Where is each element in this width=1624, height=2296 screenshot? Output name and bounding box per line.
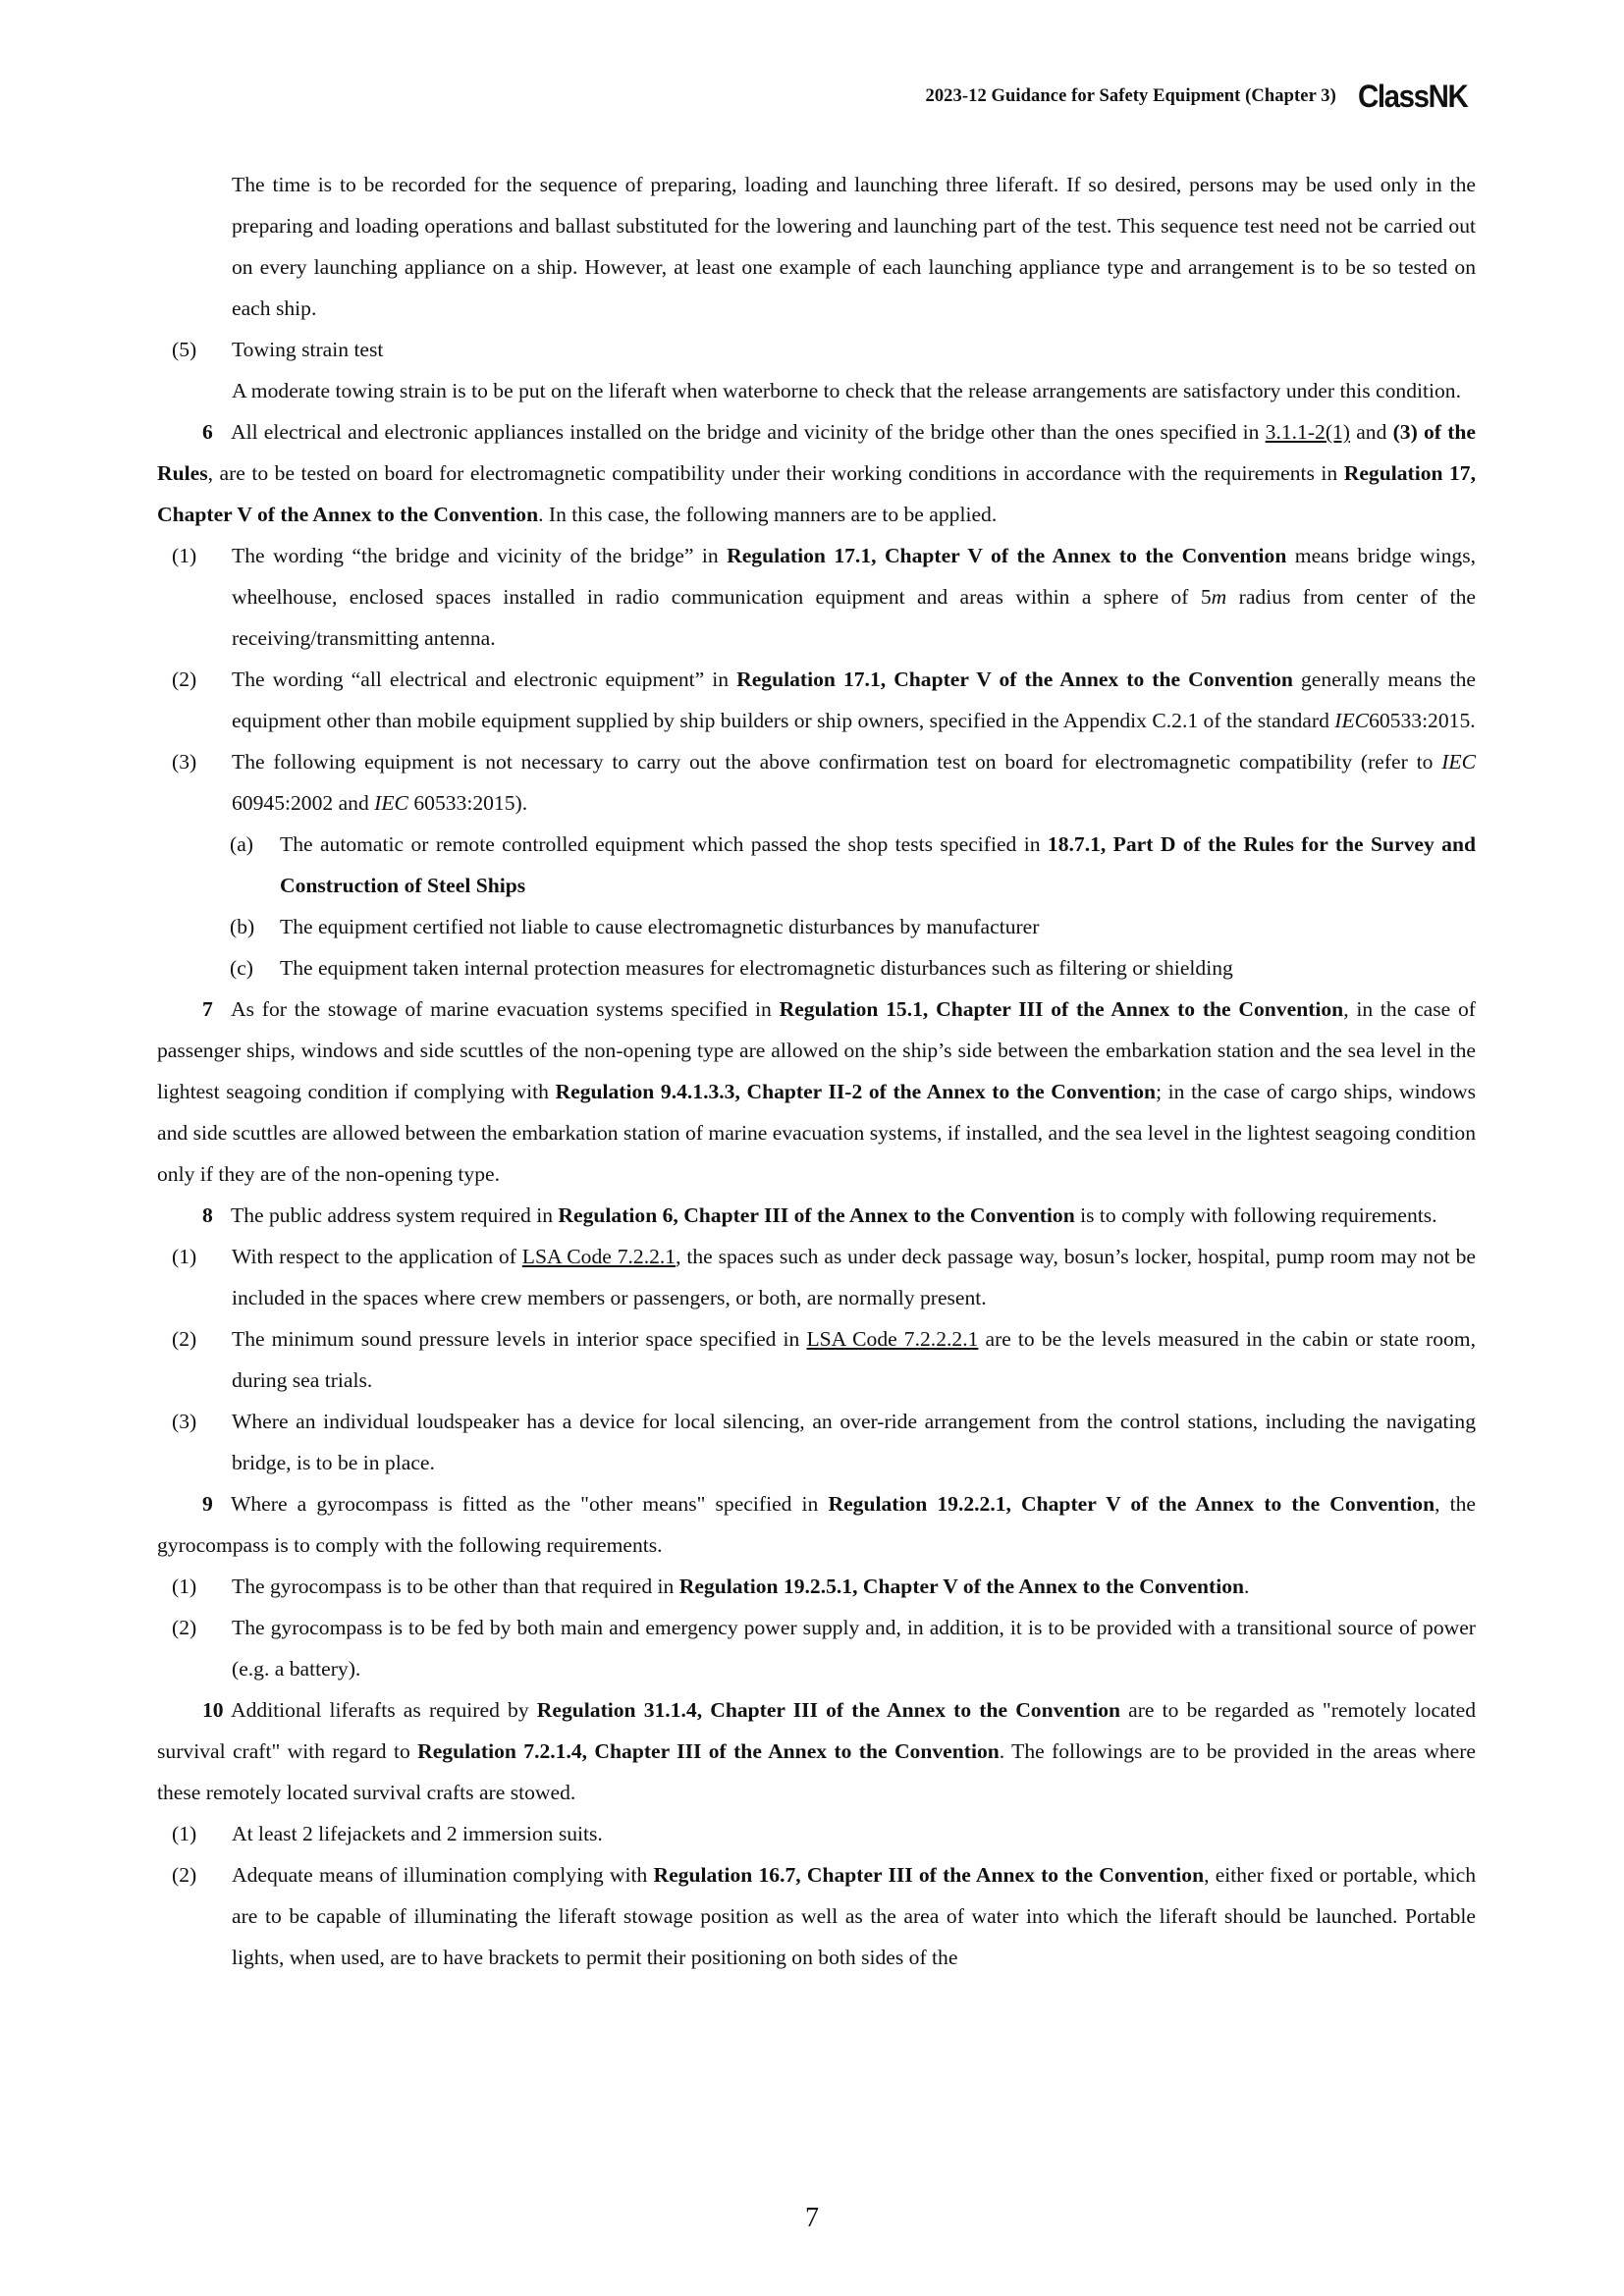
page-number: 7 [805, 2203, 819, 2233]
classnk-logo: ClassNK [1357, 79, 1468, 114]
list-item: (1) The wording “the bridge and vicinity of the bridge” in Regulation 17.1, Chapter V of the Annex to the Convention means bridge wings, wheelhouse, enclosed spaces installed in radio communication equipment and areas within a sphere of 5m radius from center of the receiving/transmitting antenna. [157, 535, 1476, 659]
page-header [925, 79, 1477, 115]
header-title: 2023-12 Guidance for Safety Equipment (Chapter 3) [925, 86, 1336, 106]
item-label: (3) [172, 1410, 197, 1433]
item-5-text: A moderate towing strain is to be put on the liferaft when waterborne to check that the release arrangements are satisfactory under this condition. [232, 379, 1462, 402]
list-item: (2) The minimum sound pressure levels in interior space specified in LSA Code 7.2.2.2.1 are to be the levels measured in the cabin or state room, during sea trials. [157, 1318, 1476, 1401]
item-label: (5) [172, 338, 197, 361]
lsa-code-link[interactable]: LSA Code 7.2.2.1 [521, 1245, 677, 1268]
item-label: (2) [172, 667, 197, 691]
item-label: (1) [172, 1575, 197, 1598]
paragraph-6: 6 All electrical and electronic appliances installed on the bridge and vicinity of the bridge other than the ones specified in 3.1.1-2(1) and (3) of the Rules, are to be tested on board for electromagnetic compatibility under their working conditions in accordance with the requirements in Regulation 17, Chapter V of the Annex to the Convention. In this case, the following manners are to be applied. [157, 411, 1476, 535]
sub-list-item: (a) The automatic or remote controlled equipment which passed the shop tests specified in 18.7.1, Part D of the Rules for the Survey and Construction of Steel Ships [157, 824, 1476, 906]
sub-item-label: (c) [230, 956, 253, 980]
item-label: (1) [172, 544, 197, 567]
item-label: (1) [172, 1822, 197, 1845]
paragraph-9: 9 Where a gyrocompass is fitted as the "other means" specified in Regulation 19.2.2.1, Chapter V of the Annex to the Convention, the gyrocompass is to comply with the following requirements. [157, 1483, 1476, 1566]
item-title: Towing strain test [232, 338, 384, 361]
item-label: (2) [172, 1616, 197, 1639]
list-item: (3) Where an individual loudspeaker has a device for local silencing, an over-ride arrangement from the control stations, including the navigating bridge, is to be in place. [157, 1401, 1476, 1483]
paragraph-number: 9 [202, 1492, 213, 1516]
paragraph-number: 10 [202, 1698, 224, 1722]
rules-link[interactable]: 3.1.1-2(1) [1265, 420, 1350, 444]
list-item: (2) The gyrocompass is to be fed by both main and emergency power supply and, in addition, it is to be provided with a transitional source of power (e.g. a battery). [157, 1607, 1476, 1689]
list-item: (2) Adequate means of illumination complying with Regulation 16.7, Chapter III of the Annex to the Convention, either fixed or portable, which are to be capable of illuminating the liferaft stowage position as well as the area of water into which the liferaft should be launched. Portable lights, when used, are to have brackets to permit their positioning on both sides of the [157, 1854, 1476, 1978]
paragraph-number: 7 [202, 997, 213, 1021]
list-item: (1) With respect to the application of LSA Code 7.2.2.1, the spaces such as under deck passage way, bosun’s locker, hospital, pump room may not be included in the spaces where crew members or passengers, or both, are normally present. [157, 1236, 1476, 1318]
item-label: (3) [172, 750, 197, 774]
paragraph-8: 8 The public address system required in Regulation 6, Chapter III of the Annex to the Convention is to comply with following requirements. [157, 1195, 1476, 1236]
paragraph-intro: The time is to be recorded for the sequence of preparing, loading and launching three liferaft. If so desired, persons may be used only in the preparing and loading operations and ballast substituted for the lowering and launching part of the test. This sequence test need not be carried out on every launching appliance on a ship. However, at least one example of each launching appliance type and arrangement is to be so tested on each ship. [232, 173, 1476, 320]
sub-list-item: (b) The equipment certified not liable to cause electromagnetic disturbances by manufacturer [157, 906, 1476, 947]
item-label: (2) [172, 1863, 197, 1887]
sub-item-label: (a) [230, 832, 253, 856]
sub-list-item: (c) The equipment taken internal protection measures for electromagnetic disturbances such as filtering or shielding [157, 947, 1476, 988]
list-item: (3) The following equipment is not necessary to carry out the above confirmation test on board for electromagnetic compatibility (refer to IEC 60945:2002 and IEC 60533:2015). [157, 741, 1476, 824]
list-item: (2) The wording “all electrical and electronic equipment” in Regulation 17.1, Chapter V of the Annex to the Convention generally means the equipment other than mobile equipment supplied by ship builders or ship owners, specified in the Appendix C.2.1 of the standard IEC60533:2015. [157, 659, 1476, 741]
paragraph-number: 8 [202, 1203, 213, 1227]
paragraph-7: 7 As for the stowage of marine evacuation systems specified in Regulation 15.1, Chapter III of the Annex to the Convention, in the case of passenger ships, windows and side scuttles of the non-opening type are allowed on the ship’s side between the embarkation station and the sea level in the lightest seagoing condition if complying with Regulation 9.4.1.3.3, Chapter II-2 of the Annex to the Convention; in the case of cargo ships, windows and side scuttles are allowed between the embarkation station of marine evacuation systems, if installed, and the sea level in the lightest seagoing condition only if they are of the non-opening type. [157, 988, 1476, 1195]
paragraph-10: 10 Additional liferafts as required by Regulation 31.1.4, Chapter III of the Annex to the Convention are to be regarded as "remotely located survival craft" with regard to Regulation 7.2.1.4, Chapter III of the Annex to the Convention. The followings are to be provided in the areas where these remotely located survival crafts are stowed. [157, 1689, 1476, 1813]
paragraph-number: 6 [202, 420, 213, 444]
list-item-5 [157, 329, 1476, 370]
sub-item-label: (b) [230, 915, 255, 938]
document-body [157, 164, 1476, 1978]
lsa-code-link[interactable]: LSA Code 7.2.2.2.1 [806, 1327, 979, 1351]
item-label: (2) [172, 1327, 197, 1351]
list-item: (1) The gyrocompass is to be other than that required in Regulation 19.2.5.1, Chapter V of the Annex to the Convention. [157, 1566, 1476, 1607]
item-label: (1) [172, 1245, 197, 1268]
list-item: (1) At least 2 lifejackets and 2 immersion suits. [157, 1813, 1476, 1854]
